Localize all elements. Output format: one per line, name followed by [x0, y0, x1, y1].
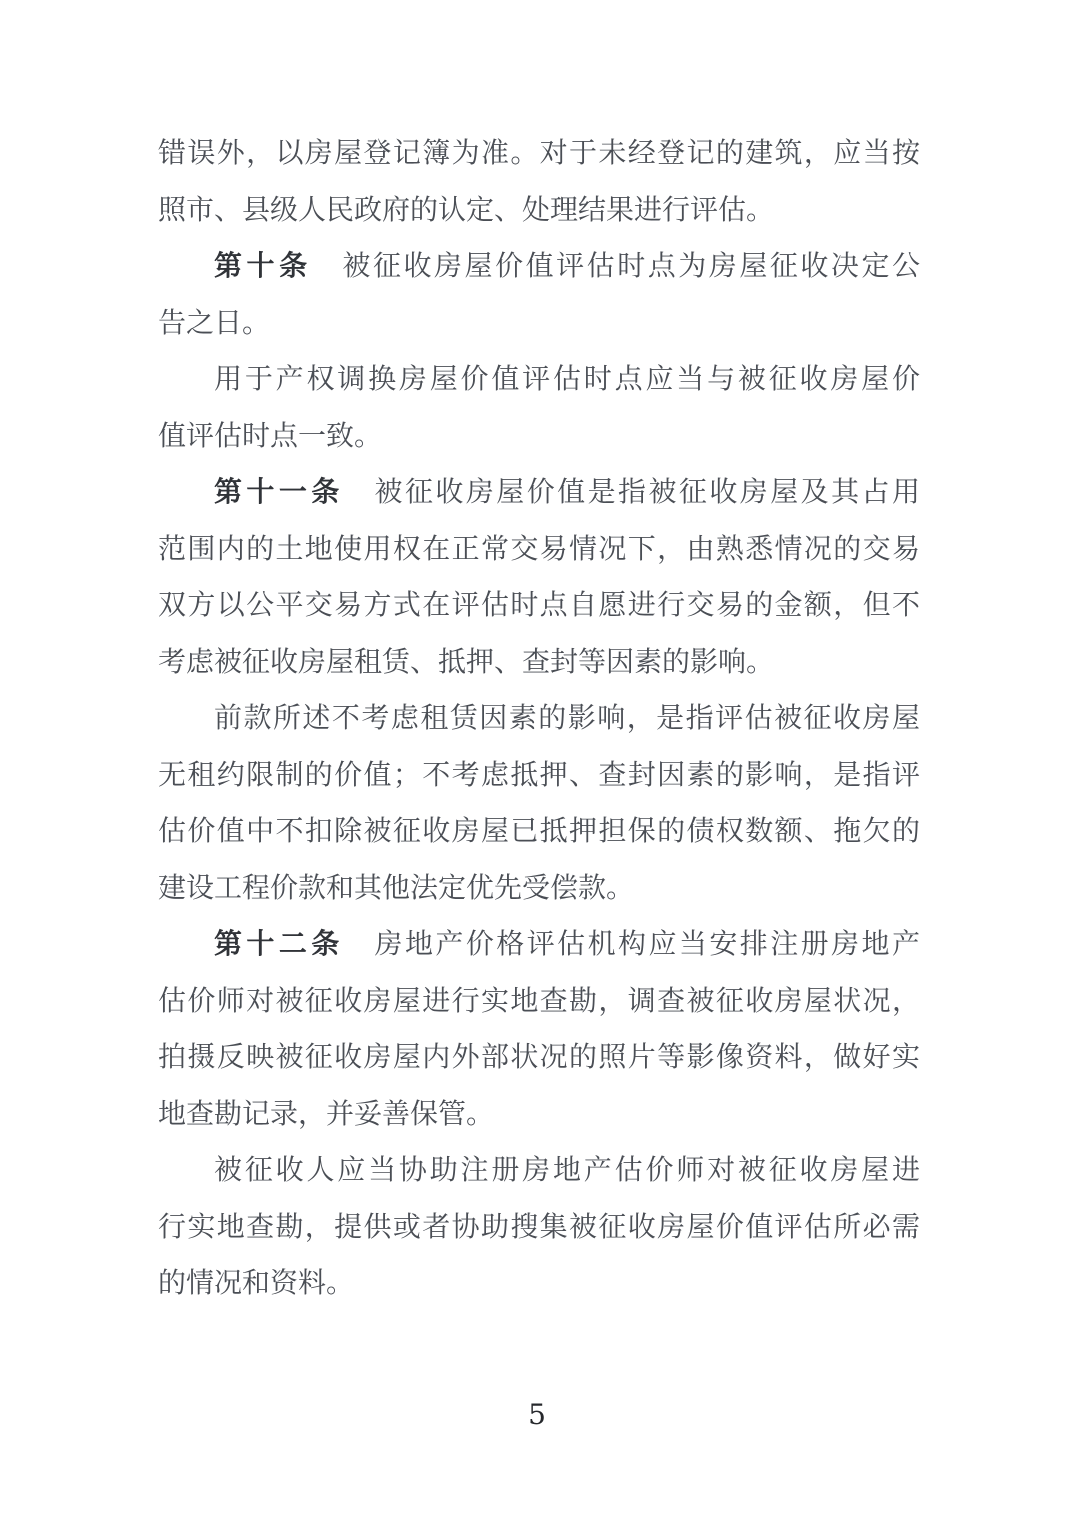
line-text: 告之日。: [158, 305, 271, 339]
article-heading: 第十条: [214, 249, 312, 282]
line-text: 被征收房屋价值是指被征收房屋及其占用: [374, 475, 920, 508]
line-text: 的情况和资料。: [158, 1266, 355, 1299]
text-line: [158, 238, 920, 295]
line-text: 前款所述不考虑租赁因素的影响，是指评估被征收房屋: [214, 701, 920, 734]
text-line: [158, 747, 920, 804]
text-line: [158, 803, 920, 860]
line-text: 被征收房屋价值评估时点为房屋征收决定公: [342, 249, 920, 282]
document-body: [158, 125, 920, 1312]
page-number: 5: [528, 1398, 546, 1431]
line-text: 用于产权调换房屋价值评估时点应当与被征收房屋价: [214, 362, 920, 395]
line-text: 照市、县级人民政府的认定、处理结果进行评估。: [158, 192, 775, 226]
text-line: [158, 521, 920, 578]
line-text: 值评估时点一致。: [158, 418, 383, 452]
article-heading: 第十一条: [214, 475, 344, 508]
line-text: 房地产价格评估机构应当安排注册房地产: [374, 927, 920, 960]
text-line: [158, 125, 920, 182]
text-line: [158, 464, 920, 521]
text-line: [158, 577, 920, 634]
text-line: [158, 973, 920, 1030]
text-line: [158, 408, 920, 465]
text-line: [158, 182, 920, 239]
line-text: 估价值中不扣除被征收房屋已抵押担保的债权数额、拖欠的: [158, 814, 920, 847]
line-text: 考虑被征收房屋租赁、抵押、查封等因素的影响。: [158, 644, 775, 678]
text-line: [158, 860, 920, 917]
text-line: [158, 1199, 920, 1256]
line-text: 估价师对被征收房屋进行实地查勘，调查被征收房屋状况，: [158, 983, 920, 1017]
line-text: 范围内的土地使用权在正常交易情况下，由熟悉情况的交易: [158, 531, 920, 565]
article-heading: 第十二条: [214, 927, 344, 960]
line-text: 无租约限制的价值；不考虑抵押、查封因素的影响，是指评: [158, 757, 920, 791]
text-line: [158, 916, 920, 973]
text-line: [158, 351, 920, 408]
line-text: 行实地查勘，提供或者协助搜集被征收房屋价值评估所必需: [158, 1209, 920, 1243]
text-line: [158, 295, 920, 352]
text-line: [158, 1029, 920, 1086]
line-text: 建设工程价款和其他法定优先受偿款。: [158, 870, 635, 904]
line-text: 拍摄反映被征收房屋内外部状况的照片等影像资料，做好实: [158, 1040, 920, 1073]
text-line: [158, 1086, 920, 1143]
text-line: [158, 690, 920, 747]
line-text: 地查勘记录，并妥善保管。: [158, 1096, 495, 1130]
text-line: [158, 1255, 920, 1312]
line-text: 错误外，以房屋登记簿为准。对于未经登记的建筑，应当按: [158, 136, 920, 169]
line-text: 双方以公平交易方式在评估时点自愿进行交易的金额，但不: [158, 588, 920, 621]
text-line: [158, 634, 920, 691]
line-text: 被征收人应当协助注册房地产估价师对被征收房屋进: [214, 1153, 920, 1186]
text-line: [158, 1142, 920, 1199]
